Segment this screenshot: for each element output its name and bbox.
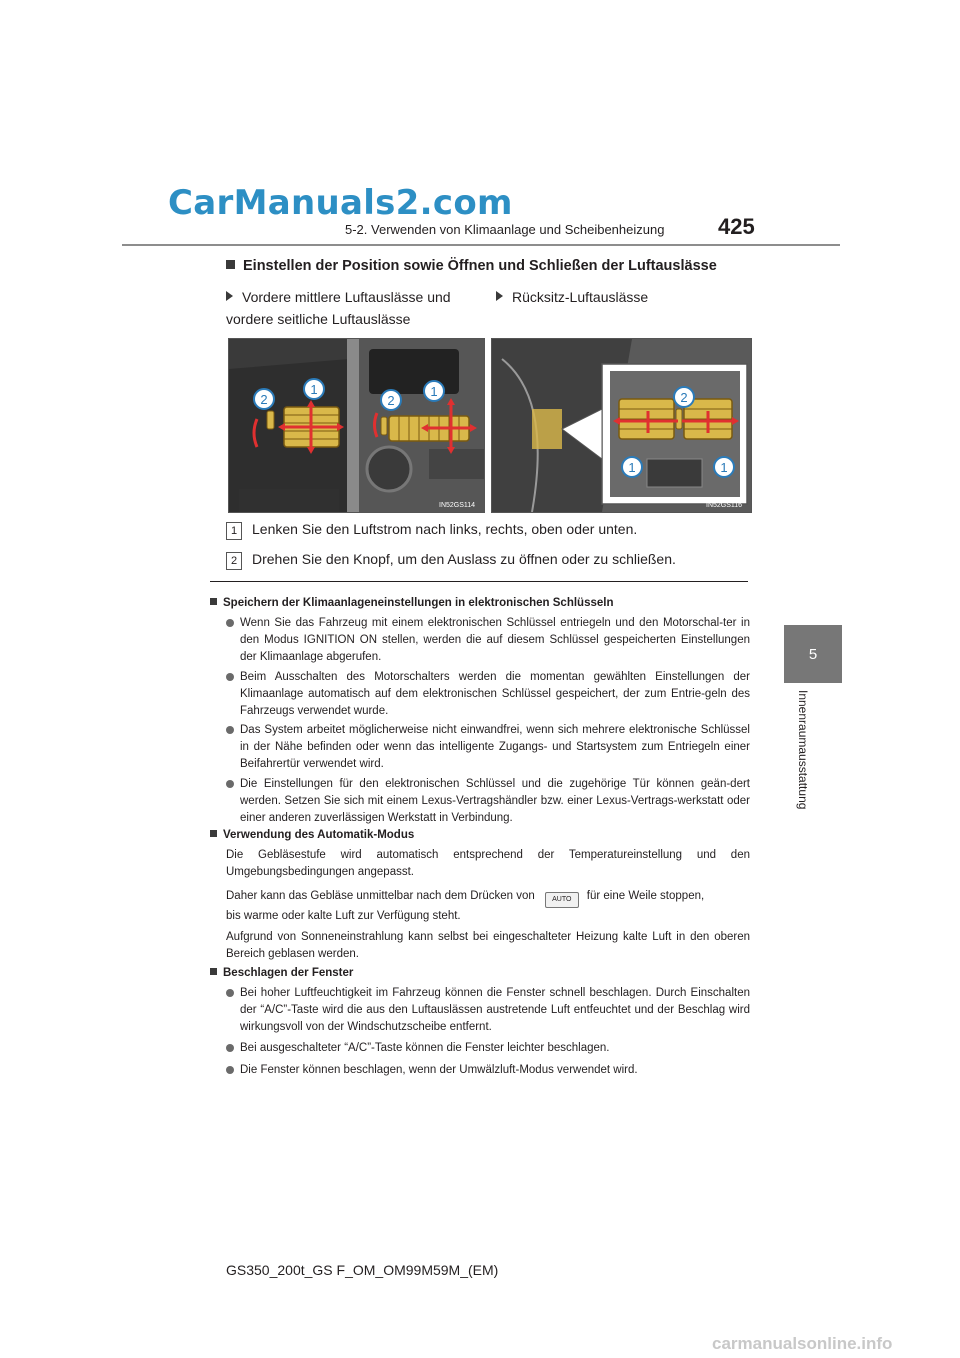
note-paragraph: Die Gebläsestufe wird automatisch entsprechend der Temperatureinstellung und den Umgebungsbedingungen angepasst. bbox=[226, 849, 750, 878]
header-rule bbox=[122, 244, 840, 246]
dot-bullet-icon bbox=[226, 619, 234, 627]
triangle-bullet-icon bbox=[496, 291, 503, 301]
note-paragraph bbox=[226, 888, 750, 925]
note-list-item bbox=[226, 985, 750, 1036]
note-list-item bbox=[226, 615, 750, 666]
auto-key-icon: AUTO bbox=[545, 892, 579, 908]
column-heading-rear bbox=[496, 286, 756, 308]
front-vents-illustration bbox=[229, 339, 484, 512]
note-list-item bbox=[226, 669, 750, 720]
section-title-text: Einstellen der Position sowie Öffnen und Schließen der Luftauslässe bbox=[243, 258, 717, 274]
legend-number: 1 bbox=[226, 522, 242, 540]
watermark-logo: CarManuals2.com bbox=[168, 183, 513, 223]
note-text: Beim Ausschalten des Motorschalters werden die momentan gewählten Einstellungen der Klimaanlage automatisch auf dem elektronischen Schlüssel gespeichert, der zum Entrie-geln des Fahrzeugs verwendet wurde. bbox=[240, 671, 750, 717]
figure-label: 1 bbox=[430, 384, 438, 399]
rear-vents-illustration bbox=[492, 339, 751, 512]
column-heading-front-text: Vordere mittlere Luftauslässe und vordere seitliche Luftauslässe bbox=[226, 289, 451, 327]
dot-bullet-icon bbox=[226, 780, 234, 788]
note-list-item bbox=[226, 776, 750, 827]
note-heading bbox=[210, 829, 414, 841]
legend-text: Lenken Sie den Luftstrom nach links, rechts, oben oder unten. bbox=[252, 521, 638, 537]
footer-watermark: carmanualsonline.info bbox=[712, 1334, 893, 1353]
figure-label: 1 bbox=[720, 460, 728, 475]
note-heading bbox=[210, 967, 353, 979]
chapter-tab bbox=[784, 625, 842, 683]
figure-code: IN52GS114 bbox=[439, 502, 476, 509]
legend-item bbox=[226, 551, 676, 570]
front-vents-figure bbox=[228, 338, 485, 513]
triangle-bullet-icon bbox=[226, 291, 233, 301]
note-list-item bbox=[226, 1062, 750, 1079]
dot-bullet-icon bbox=[226, 726, 234, 734]
figure-label: 2 bbox=[260, 392, 268, 407]
dot-bullet-icon bbox=[226, 673, 234, 681]
square-bullet-icon bbox=[210, 830, 217, 837]
running-head: 5-2. Verwenden von Klimaanlage und Scheibenheizung bbox=[345, 222, 665, 237]
rear-vents-figure bbox=[491, 338, 752, 513]
note-paragraph: Aufgrund von Sonneneinstrahlung kann selbst bei eingeschalteter Heizung kalte Luft in den oberen Bereich geblasen werden. bbox=[226, 931, 750, 960]
chapter-side-label bbox=[794, 690, 810, 820]
note-list-item bbox=[226, 1040, 750, 1057]
square-bullet-icon bbox=[210, 598, 217, 605]
note-heading-text: Beschlagen der Fenster bbox=[223, 967, 354, 979]
figure-label: 2 bbox=[680, 390, 688, 405]
figure-label: 1 bbox=[310, 382, 318, 397]
note-text: Bei hoher Luftfeuchtigkeit im Fahrzeug können die Fenster schnell beschlagen. Durch Einschalten der “A/C”-Taste wird die aus den Luftauslässen austretende Luft entfeuchtet und der Beschlag wird wirkungsvoll von der Windschutzscheibe entfernt. bbox=[240, 987, 750, 1033]
section-title bbox=[226, 258, 717, 274]
footer-model-code: GS350_200t_GS F_OM_OM99M59M_(EM) bbox=[226, 1262, 499, 1278]
note-list-item bbox=[226, 722, 750, 773]
square-bullet-icon bbox=[226, 260, 235, 269]
note-text: Wenn Sie das Fahrzeug mit einem elektronischen Schlüssel entriegeln und den Motorschal-ter in den Modus IGNITION ON stellen, werden die auf diesem Schlüssel gespeicherten Einstellungen der Klimaanlage abgerufen. bbox=[240, 617, 750, 663]
note-text: Bei ausgeschalteter “A/C”-Taste können die Fenster leichter beschlagen. bbox=[240, 1042, 610, 1054]
dot-bullet-icon bbox=[226, 1044, 234, 1052]
note-text: für eine Weile stoppen, bbox=[586, 890, 705, 902]
legend-number: 2 bbox=[226, 552, 242, 570]
column-heading-front bbox=[226, 286, 486, 330]
figure-label: 1 bbox=[628, 460, 636, 475]
note-text: Daher kann das Gebläse unmittelbar nach dem Drücken von bbox=[226, 890, 535, 902]
dot-bullet-icon bbox=[226, 1066, 234, 1074]
legend-text: Drehen Sie den Knopf, um den Auslass zu öffnen oder zu schließen. bbox=[252, 551, 676, 567]
chapter-title: Innenraumausstattung bbox=[796, 690, 810, 810]
note-heading-text: Speichern der Klimaanlageneinstellungen in elektronischen Schlüsseln bbox=[223, 597, 614, 609]
column-heading-rear-text: Rücksitz-Luftauslässe bbox=[512, 289, 649, 305]
dot-bullet-icon bbox=[226, 989, 234, 997]
note-text: Die Fenster können beschlagen, wenn der Umwälzluft-Modus verwendet wird. bbox=[240, 1064, 638, 1076]
legend-item bbox=[226, 521, 637, 540]
figure-code: IN52GS116 bbox=[706, 502, 743, 509]
note-text: bis warme oder kalte Luft zur Verfügung steht. bbox=[226, 910, 461, 922]
chapter-number: 5 bbox=[808, 645, 818, 663]
note-heading-text: Verwendung des Automatik-Modus bbox=[223, 829, 415, 841]
figure-label: 2 bbox=[387, 393, 395, 408]
note-text: Das System arbeitet möglicherweise nicht einwandfrei, wenn sich mehrere elektronische Schlüssel in der Nähe befinden oder wenn das intelligente Zugangs- und Startsystem zum Entriegeln einer Beifahrertür verwendet wird. bbox=[240, 724, 750, 770]
notes-rule bbox=[210, 581, 748, 582]
note-heading bbox=[210, 597, 613, 609]
note-text: Die Einstellungen für den elektronischen Schlüssel und die zugehörige Tür können geän-dert werden. Setzen Sie sich mit einem Lexus-Vertragshändler bzw. einer Lexus-Vertrags-werkstatt oder einer anderen zuverlässigen Werkstatt in Verbindung. bbox=[240, 778, 750, 824]
square-bullet-icon bbox=[210, 968, 217, 975]
page-number: 425 bbox=[718, 214, 755, 239]
